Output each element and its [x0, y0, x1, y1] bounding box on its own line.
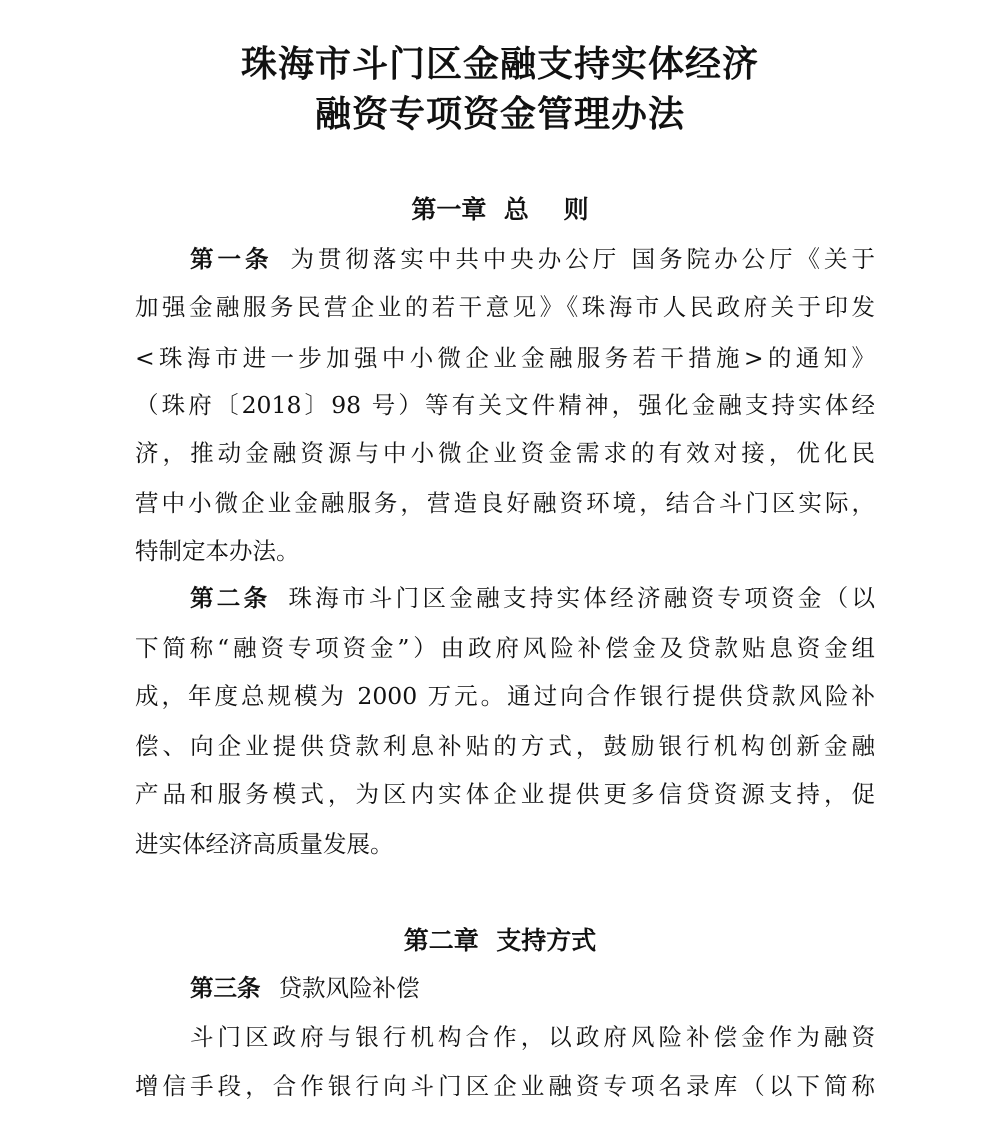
document-title-line-1: 珠海市斗门区金融支持实体经济	[240, 44, 759, 85]
article-1-line-4: （珠府〔2018〕98 号）等有关文件精神，强化金融支持实体经	[135, 391, 875, 419]
article-1-text-1: 为贯彻落实中共中央办公厅 国务院办公厅《关于	[290, 245, 875, 273]
article-1-line-5: 济，推动金融资源与中小微企业资金需求的有效对接，优化民	[135, 439, 875, 467]
article-3-heading: 贷款风险补偿	[278, 974, 420, 1002]
article-1-line-6: 营中小微企业金融服务，营造良好融资环境，结合斗门区实际，	[135, 489, 875, 517]
article-1-line-2: 加强金融服务民营企业的若干意见》《珠海市人民政府关于印发	[135, 293, 875, 321]
article-3-heading-line	[190, 969, 875, 1003]
article-1-line-7: 特制定本办法。	[135, 537, 300, 565]
article-1-label: 第一条	[190, 245, 273, 273]
article-2-line-6: 进实体经济高质量发展。	[135, 830, 394, 858]
article-2-line-2: 下简称“融资专项资金”）由政府风险补偿金及贷款贴息资金组	[135, 634, 875, 662]
article-1-line-3: <珠海市进一步加强中小微企业金融服务若干措施>的通知》	[135, 344, 875, 372]
article-2-text-1: 珠海市斗门区金融支持实体经济融资专项资金（以	[288, 584, 875, 612]
article-2-label: 第二条	[190, 584, 271, 612]
document-title-line-2: 融资专项资金管理办法	[314, 94, 685, 135]
article-2-line-3: 成，年度总规模为 2000 万元。通过向合作银行提供贷款风险补	[135, 682, 875, 710]
article-2-line-5: 产品和服务模式，为区内实体企业提供更多信贷资源支持，促	[135, 780, 875, 808]
article-3-line-1: 斗门区政府与银行机构合作，以政府风险补偿金作为融资	[190, 1023, 875, 1051]
article-2-line-1	[190, 579, 875, 613]
article-3-line-2: 增信手段，合作银行向斗门区企业融资专项名录库（以下简称	[135, 1072, 875, 1100]
article-2-line-4: 偿、向企业提供贷款利息补贴的方式，鼓励银行机构创新金融	[135, 732, 875, 760]
article-1-line-1	[190, 240, 875, 274]
chapter-2-heading: 第二章 支持方式	[403, 926, 597, 955]
article-3-label: 第三条	[190, 974, 261, 1002]
chapter-1-heading: 第一章 总 则	[411, 195, 589, 224]
